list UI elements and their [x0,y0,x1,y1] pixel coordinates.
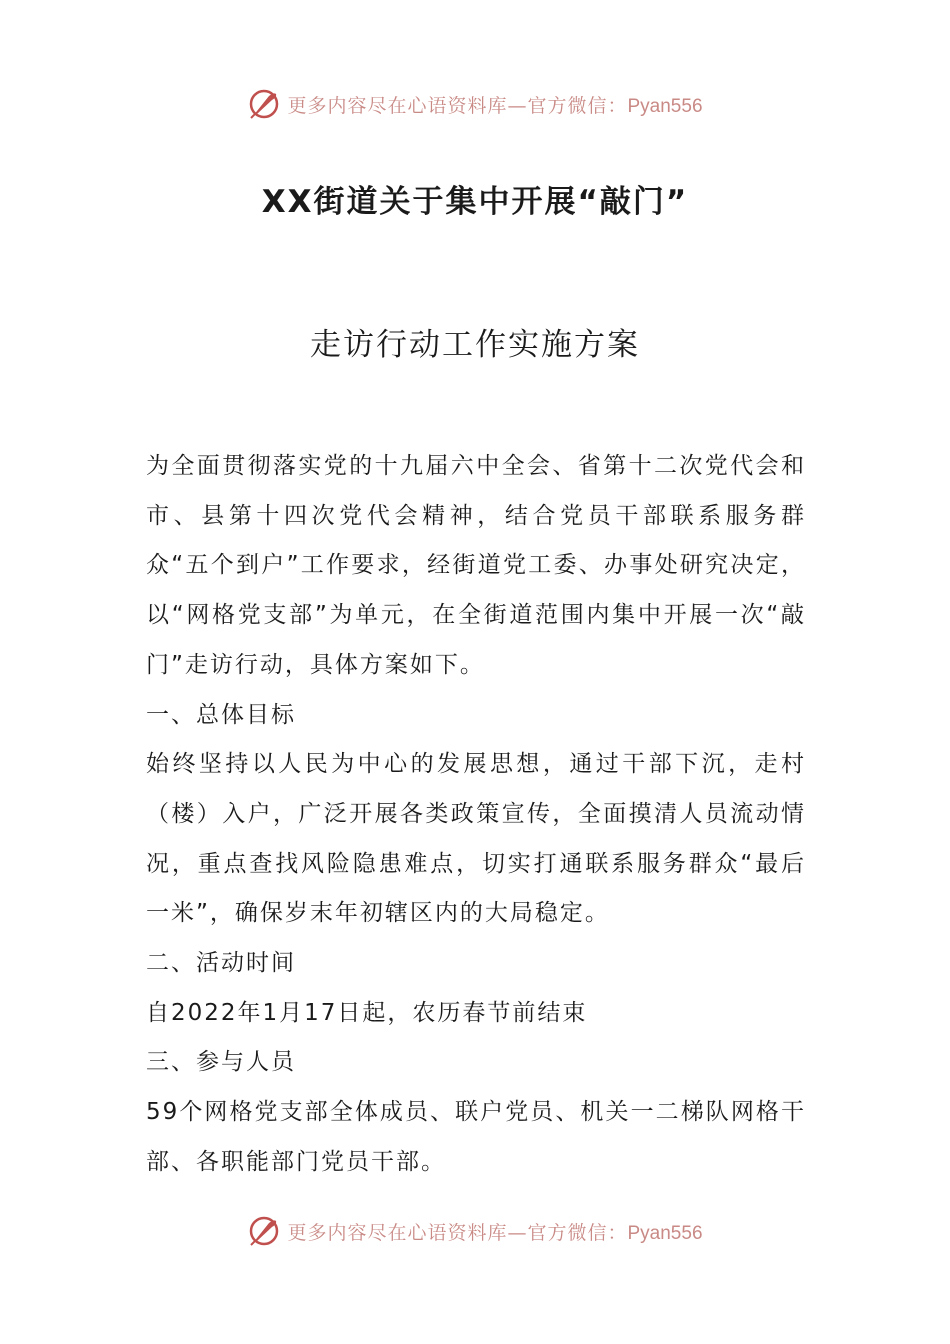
participants-paragraph: 59个网格党支部全体成员、联户党员、机关一二梯队网格干部、各职能部门党员干部。 [146,1099,806,1175]
document-body [146,442,806,1188]
watermark-header [0,84,950,124]
section-heading-time: 二、活动时间 [146,950,296,977]
section-heading-participants: 三、参与人员 [146,1049,296,1076]
watermark-text: 更多内容尽在心语资料库—官方微信：Pyan556 [287,94,703,117]
quill-logo-icon [247,1214,281,1248]
document-title-line2: 走访行动工作实施方案 [310,327,640,363]
watermark-text: 更多内容尽在心语资料库—官方微信：Pyan556 [287,1221,703,1244]
watermark-footer [0,1211,950,1251]
goal-paragraph: 始终坚持以人民为中心的发展思想，通过干部下沉，走村（楼）入户，广泛开展各类政策宣传，全面摸清人员流动情况，重点查找风险隐患难点，切实打通联系服务群众“最后一米”，确保岁末年初辖区内的大局稳定。 [146,751,806,927]
intro-paragraph: 为全面贯彻落实党的十九届六中全会、省第十二次党代会和市、县第十四次党代会精神，结合党员干部联系服务群众“五个到户”工作要求，经街道党工委、办事处研究决定，以“网格党支部”为单元，在全街道范围内集中开展一次“敲门”走访行动，具体方案如下。 [146,453,806,678]
document-title-line1: XX街道关于集中开展“敲门” [261,184,689,220]
time-paragraph: 自2022年1月17日起，农历春节前结束 [146,999,588,1026]
quill-logo-icon [247,87,281,121]
section-heading-goal: 一、总体目标 [146,701,296,728]
